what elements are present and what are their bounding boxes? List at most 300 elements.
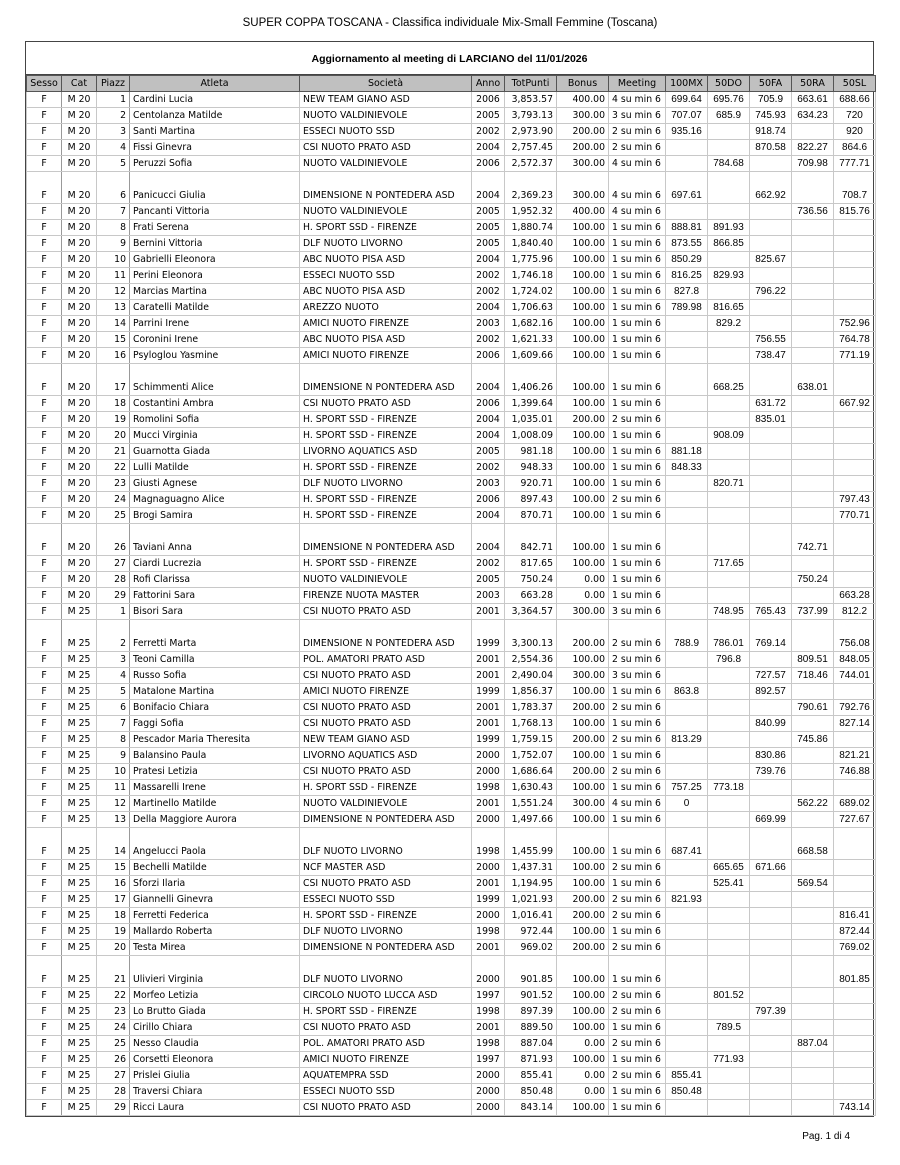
table-row (27, 316, 876, 332)
cell-meeting: 2 su min 6 (609, 620, 666, 652)
cell-piazz: 29 (97, 588, 130, 604)
cell-atleta: Ricci Laura (130, 1100, 300, 1116)
cell-cat: M 20 (62, 204, 97, 220)
cell-totpunti: 870.71 (505, 508, 557, 524)
cell-50sl: 746.88 (834, 764, 876, 780)
table-row (27, 364, 876, 396)
cell-totpunti: 1,437.31 (505, 860, 557, 876)
cell-bonus: 300.00 (557, 796, 609, 812)
cell-cat: M 25 (62, 620, 97, 652)
cell-atleta: Brogi Samira (130, 508, 300, 524)
cell-meeting: 2 su min 6 (609, 1004, 666, 1020)
cell-atleta: Bonifacio Chiara (130, 700, 300, 716)
cell-sesso: F (27, 572, 62, 588)
cell-sesso: F (27, 988, 62, 1004)
cell-anno: 2002 (472, 268, 505, 284)
cell-100mx (666, 572, 708, 588)
cell-sesso: F (27, 204, 62, 220)
cell-50sl: 801.85 (834, 956, 876, 988)
cell-totpunti: 1,686.64 (505, 764, 557, 780)
cell-meeting: 4 su min 6 (609, 796, 666, 812)
cell-50sl (834, 1068, 876, 1084)
cell-societa: CSI NUOTO PRATO ASD (300, 1100, 472, 1116)
cell-anno: 2004 (472, 508, 505, 524)
cell-50ra (792, 716, 834, 732)
cell-sesso: F (27, 1068, 62, 1084)
cell-50fa: 662.92 (750, 172, 792, 204)
cell-50fa (750, 508, 792, 524)
column-header-50do: 50DO (708, 76, 750, 92)
cell-sesso: F (27, 1020, 62, 1036)
cell-bonus: 100.00 (557, 924, 609, 940)
cell-50fa (750, 988, 792, 1004)
cell-totpunti: 1,406.26 (505, 364, 557, 396)
cell-50ra: 745.86 (792, 732, 834, 748)
cell-societa: LIVORNO AQUATICS ASD (300, 444, 472, 460)
cell-meeting: 2 su min 6 (609, 1068, 666, 1084)
cell-piazz: 11 (97, 268, 130, 284)
cell-societa: DIMENSIONE N PONTEDERA ASD (300, 940, 472, 956)
cell-meeting: 1 su min 6 (609, 332, 666, 348)
cell-cat: M 25 (62, 796, 97, 812)
table-row (27, 476, 876, 492)
cell-anno: 1998 (472, 780, 505, 796)
cell-sesso: F (27, 396, 62, 412)
column-header-meeting: Meeting (609, 76, 666, 92)
cell-bonus: 100.00 (557, 860, 609, 876)
table-row (27, 988, 876, 1004)
cell-cat: M 25 (62, 1052, 97, 1068)
cell-societa: H. SPORT SSD - FIRENZE (300, 908, 472, 924)
cell-atleta: Guarnotta Giada (130, 444, 300, 460)
cell-50do (708, 684, 750, 700)
table-row (27, 300, 876, 316)
cell-100mx (666, 556, 708, 572)
cell-50ra (792, 220, 834, 236)
cell-piazz: 10 (97, 764, 130, 780)
table-row (27, 860, 876, 876)
cell-piazz: 8 (97, 220, 130, 236)
cell-totpunti: 897.39 (505, 1004, 557, 1020)
cell-anno: 2004 (472, 412, 505, 428)
cell-atleta: Magnaguagno Alice (130, 492, 300, 508)
cell-50ra (792, 1100, 834, 1116)
cell-50fa (750, 492, 792, 508)
cell-50ra: 737.99 (792, 604, 834, 620)
cell-50do (708, 284, 750, 300)
cell-meeting: 3 su min 6 (609, 108, 666, 124)
cell-50sl (834, 892, 876, 908)
cell-50ra (792, 1020, 834, 1036)
cell-50ra (792, 556, 834, 572)
cell-50fa: 756.55 (750, 332, 792, 348)
cell-50ra: 668.58 (792, 828, 834, 860)
cell-sesso: F (27, 700, 62, 716)
cell-50fa: 892.57 (750, 684, 792, 700)
cell-atleta: Mucci Virginia (130, 428, 300, 444)
table-row (27, 652, 876, 668)
ranking-table (26, 75, 876, 1116)
cell-anno: 2001 (472, 668, 505, 684)
table-row (27, 332, 876, 348)
cell-meeting: 1 su min 6 (609, 1052, 666, 1068)
cell-anno: 2006 (472, 396, 505, 412)
cell-piazz: 3 (97, 652, 130, 668)
cell-100mx: 0 (666, 796, 708, 812)
cell-50ra: 634.23 (792, 108, 834, 124)
cell-anno: 2005 (472, 444, 505, 460)
cell-100mx (666, 764, 708, 780)
cell-50ra (792, 476, 834, 492)
cell-50sl (834, 460, 876, 476)
cell-piazz: 21 (97, 956, 130, 988)
cell-piazz: 4 (97, 668, 130, 684)
cell-100mx (666, 812, 708, 828)
cell-bonus: 100.00 (557, 652, 609, 668)
column-header-50ra: 50RA (792, 76, 834, 92)
cell-societa: NUOTO VALDINIEVOLE (300, 108, 472, 124)
cell-cat: M 25 (62, 604, 97, 620)
cell-totpunti: 750.24 (505, 572, 557, 588)
column-header-totpunti: TotPunti (505, 76, 557, 92)
page-number: Pag. 1 di 4 (802, 1131, 850, 1142)
cell-100mx: 699.64 (666, 92, 708, 108)
table-row (27, 956, 876, 988)
cell-totpunti: 871.93 (505, 1052, 557, 1068)
cell-piazz: 2 (97, 620, 130, 652)
cell-piazz: 10 (97, 252, 130, 268)
cell-atleta: Psyloglou Yasmine (130, 348, 300, 364)
cell-50fa: 840.99 (750, 716, 792, 732)
cell-anno: 2001 (472, 940, 505, 956)
cell-anno: 2001 (472, 1020, 505, 1036)
table-row (27, 748, 876, 764)
cell-societa: ESSECI NUOTO SSD (300, 124, 472, 140)
cell-atleta: Giusti Agnese (130, 476, 300, 492)
cell-atleta: Gabrielli Eleonora (130, 252, 300, 268)
cell-totpunti: 981.18 (505, 444, 557, 460)
cell-societa: H. SPORT SSD - FIRENZE (300, 1004, 472, 1020)
cell-anno: 1999 (472, 732, 505, 748)
cell-meeting: 2 su min 6 (609, 988, 666, 1004)
cell-sesso: F (27, 716, 62, 732)
cell-50fa: 835.01 (750, 412, 792, 428)
cell-meeting: 1 su min 6 (609, 476, 666, 492)
cell-50ra (792, 412, 834, 428)
cell-societa: DIMENSIONE N PONTEDERA ASD (300, 172, 472, 204)
cell-50do (708, 716, 750, 732)
cell-bonus: 200.00 (557, 892, 609, 908)
table-row (27, 444, 876, 460)
cell-cat: M 20 (62, 140, 97, 156)
table-row (27, 700, 876, 716)
cell-50fa (750, 300, 792, 316)
cell-100mx (666, 940, 708, 956)
cell-bonus: 100.00 (557, 1052, 609, 1068)
cell-50fa (750, 876, 792, 892)
cell-cat: M 25 (62, 652, 97, 668)
ranking-frame (25, 41, 874, 1117)
cell-atleta: Pescador Maria Theresita (130, 732, 300, 748)
table-row (27, 220, 876, 236)
cell-50fa: 870.58 (750, 140, 792, 156)
cell-piazz: 6 (97, 172, 130, 204)
cell-50do: 665.65 (708, 860, 750, 876)
cell-100mx (666, 1052, 708, 1068)
cell-piazz: 12 (97, 796, 130, 812)
cell-100mx: 813.29 (666, 732, 708, 748)
cell-piazz: 12 (97, 284, 130, 300)
cell-sesso: F (27, 892, 62, 908)
cell-societa: DLF NUOTO LIVORNO (300, 956, 472, 988)
cell-50fa (750, 924, 792, 940)
cell-sesso: F (27, 796, 62, 812)
cell-sesso: F (27, 140, 62, 156)
cell-sesso: F (27, 300, 62, 316)
cell-100mx (666, 524, 708, 556)
cell-sesso: F (27, 476, 62, 492)
cell-meeting: 1 su min 6 (609, 748, 666, 764)
cell-100mx: 827.8 (666, 284, 708, 300)
cell-anno: 1998 (472, 924, 505, 940)
cell-50do: 748.95 (708, 604, 750, 620)
cell-100mx: 850.29 (666, 252, 708, 268)
cell-cat: M 20 (62, 348, 97, 364)
cell-societa: AREZZO NUOTO (300, 300, 472, 316)
cell-50ra (792, 764, 834, 780)
cell-50ra (792, 252, 834, 268)
cell-totpunti: 1,630.43 (505, 780, 557, 796)
cell-meeting: 2 su min 6 (609, 940, 666, 956)
cell-50fa (750, 796, 792, 812)
cell-piazz: 14 (97, 316, 130, 332)
cell-50sl: 689.02 (834, 796, 876, 812)
cell-sesso: F (27, 1100, 62, 1116)
cell-atleta: Morfeo Letizia (130, 988, 300, 1004)
cell-50fa: 830.86 (750, 748, 792, 764)
cell-totpunti: 850.48 (505, 1084, 557, 1100)
cell-50ra (792, 332, 834, 348)
cell-meeting: 1 su min 6 (609, 444, 666, 460)
cell-100mx (666, 476, 708, 492)
cell-bonus: 400.00 (557, 204, 609, 220)
cell-piazz: 24 (97, 492, 130, 508)
table-row (27, 892, 876, 908)
cell-50sl: 688.66 (834, 92, 876, 108)
cell-50do (708, 508, 750, 524)
table-row (27, 876, 876, 892)
table-row (27, 1084, 876, 1100)
cell-bonus: 300.00 (557, 156, 609, 172)
cell-atleta: Mallardo Roberta (130, 924, 300, 940)
cell-totpunti: 972.44 (505, 924, 557, 940)
cell-societa: AMICI NUOTO FIRENZE (300, 316, 472, 332)
cell-totpunti: 1,724.02 (505, 284, 557, 300)
cell-meeting: 1 su min 6 (609, 300, 666, 316)
cell-sesso: F (27, 332, 62, 348)
cell-cat: M 20 (62, 556, 97, 572)
cell-totpunti: 1,551.24 (505, 796, 557, 812)
cell-totpunti: 1,035.01 (505, 412, 557, 428)
cell-anno: 1997 (472, 988, 505, 1004)
cell-50do (708, 668, 750, 684)
cell-50fa (750, 828, 792, 860)
cell-atleta: Russo Sofia (130, 668, 300, 684)
cell-cat: M 20 (62, 332, 97, 348)
cell-atleta: Panicucci Giulia (130, 172, 300, 204)
cell-50sl (834, 732, 876, 748)
cell-100mx (666, 988, 708, 1004)
cell-bonus: 100.00 (557, 396, 609, 412)
cell-piazz: 1 (97, 604, 130, 620)
cell-meeting: 2 su min 6 (609, 652, 666, 668)
cell-50ra (792, 492, 834, 508)
table-row (27, 252, 876, 268)
cell-100mx: 687.41 (666, 828, 708, 860)
cell-atleta: Matalone Martina (130, 684, 300, 700)
cell-anno: 2000 (472, 908, 505, 924)
cell-totpunti: 901.85 (505, 956, 557, 988)
cell-totpunti: 889.50 (505, 1020, 557, 1036)
cell-atleta: Taviani Anna (130, 524, 300, 556)
column-header-50fa: 50FA (750, 76, 792, 92)
cell-anno: 2001 (472, 652, 505, 668)
cell-cat: M 20 (62, 268, 97, 284)
cell-totpunti: 1,783.37 (505, 700, 557, 716)
cell-50fa (750, 428, 792, 444)
cell-50fa: 769.14 (750, 620, 792, 652)
cell-sesso: F (27, 508, 62, 524)
cell-totpunti: 948.33 (505, 460, 557, 476)
cell-50ra: 742.71 (792, 524, 834, 556)
cell-cat: M 25 (62, 924, 97, 940)
cell-bonus: 200.00 (557, 620, 609, 652)
cell-atleta: Balansino Paula (130, 748, 300, 764)
cell-bonus: 100.00 (557, 284, 609, 300)
cell-50do: 668.25 (708, 364, 750, 396)
table-row (27, 940, 876, 956)
cell-cat: M 25 (62, 764, 97, 780)
cell-sesso: F (27, 956, 62, 988)
cell-50fa: 631.72 (750, 396, 792, 412)
cell-50ra: 750.24 (792, 572, 834, 588)
cell-totpunti: 1,609.66 (505, 348, 557, 364)
cell-50sl: 727.67 (834, 812, 876, 828)
cell-atleta: Parrini Irene (130, 316, 300, 332)
cell-50fa: 797.39 (750, 1004, 792, 1020)
cell-cat: M 25 (62, 828, 97, 860)
cell-piazz: 27 (97, 1068, 130, 1084)
cell-100mx (666, 428, 708, 444)
cell-atleta: Faggi Sofia (130, 716, 300, 732)
cell-50sl (834, 444, 876, 460)
cell-cat: M 20 (62, 508, 97, 524)
cell-totpunti: 897.43 (505, 492, 557, 508)
cell-atleta: Nesso Claudia (130, 1036, 300, 1052)
cell-anno: 2000 (472, 764, 505, 780)
cell-100mx (666, 332, 708, 348)
cell-meeting: 1 su min 6 (609, 556, 666, 572)
cell-cat: M 20 (62, 316, 97, 332)
cell-100mx (666, 1004, 708, 1020)
cell-50sl: 771.19 (834, 348, 876, 364)
table-row (27, 764, 876, 780)
cell-atleta: Perini Eleonora (130, 268, 300, 284)
cell-bonus: 100.00 (557, 828, 609, 860)
cell-bonus: 100.00 (557, 956, 609, 988)
cell-piazz: 27 (97, 556, 130, 572)
cell-50fa (750, 940, 792, 956)
cell-societa: ABC NUOTO PISA ASD (300, 252, 472, 268)
cell-piazz: 13 (97, 812, 130, 828)
cell-societa: H. SPORT SSD - FIRENZE (300, 412, 472, 428)
cell-50ra: 736.56 (792, 204, 834, 220)
cell-meeting: 2 su min 6 (609, 1036, 666, 1052)
cell-50do (708, 924, 750, 940)
cell-anno: 2006 (472, 348, 505, 364)
cell-anno: 2005 (472, 220, 505, 236)
cell-50ra (792, 748, 834, 764)
table-row (27, 348, 876, 364)
cell-totpunti: 1,682.16 (505, 316, 557, 332)
cell-bonus: 100.00 (557, 1100, 609, 1116)
cell-cat: M 25 (62, 1036, 97, 1052)
cell-bonus: 100.00 (557, 220, 609, 236)
cell-sesso: F (27, 236, 62, 252)
cell-piazz: 26 (97, 524, 130, 556)
cell-50do (708, 892, 750, 908)
document-title: SUPER COPPA TOSCANA - Classifica individuale Mix-Small Femmine (Toscana) (242, 17, 658, 29)
cell-50do (708, 572, 750, 588)
cell-cat: M 20 (62, 108, 97, 124)
cell-meeting: 1 su min 6 (609, 1084, 666, 1100)
cell-atleta: Coronini Irene (130, 332, 300, 348)
cell-50fa (750, 460, 792, 476)
cell-50fa (750, 156, 792, 172)
cell-societa: H. SPORT SSD - FIRENZE (300, 220, 472, 236)
cell-cat: M 25 (62, 1020, 97, 1036)
cell-piazz: 11 (97, 780, 130, 796)
table-row (27, 604, 876, 620)
cell-50ra (792, 812, 834, 828)
cell-anno: 2002 (472, 124, 505, 140)
table-row (27, 684, 876, 700)
cell-50ra (792, 620, 834, 652)
cell-anno: 2000 (472, 1084, 505, 1100)
cell-bonus: 300.00 (557, 668, 609, 684)
cell-50sl (834, 412, 876, 428)
table-row (27, 1068, 876, 1084)
cell-50ra (792, 508, 834, 524)
cell-anno: 2000 (472, 1100, 505, 1116)
cell-100mx: 935.16 (666, 124, 708, 140)
cell-100mx: 816.25 (666, 268, 708, 284)
cell-50ra: 887.04 (792, 1036, 834, 1052)
cell-sesso: F (27, 732, 62, 748)
cell-meeting: 1 su min 6 (609, 284, 666, 300)
cell-anno: 2004 (472, 172, 505, 204)
cell-50sl: 827.14 (834, 716, 876, 732)
cell-atleta: Pancanti Vittoria (130, 204, 300, 220)
cell-50fa (750, 732, 792, 748)
cell-meeting: 1 su min 6 (609, 236, 666, 252)
cell-anno: 2002 (472, 556, 505, 572)
cell-100mx (666, 412, 708, 428)
cell-piazz: 7 (97, 204, 130, 220)
cell-50do (708, 908, 750, 924)
cell-sesso: F (27, 412, 62, 428)
table-row (27, 492, 876, 508)
